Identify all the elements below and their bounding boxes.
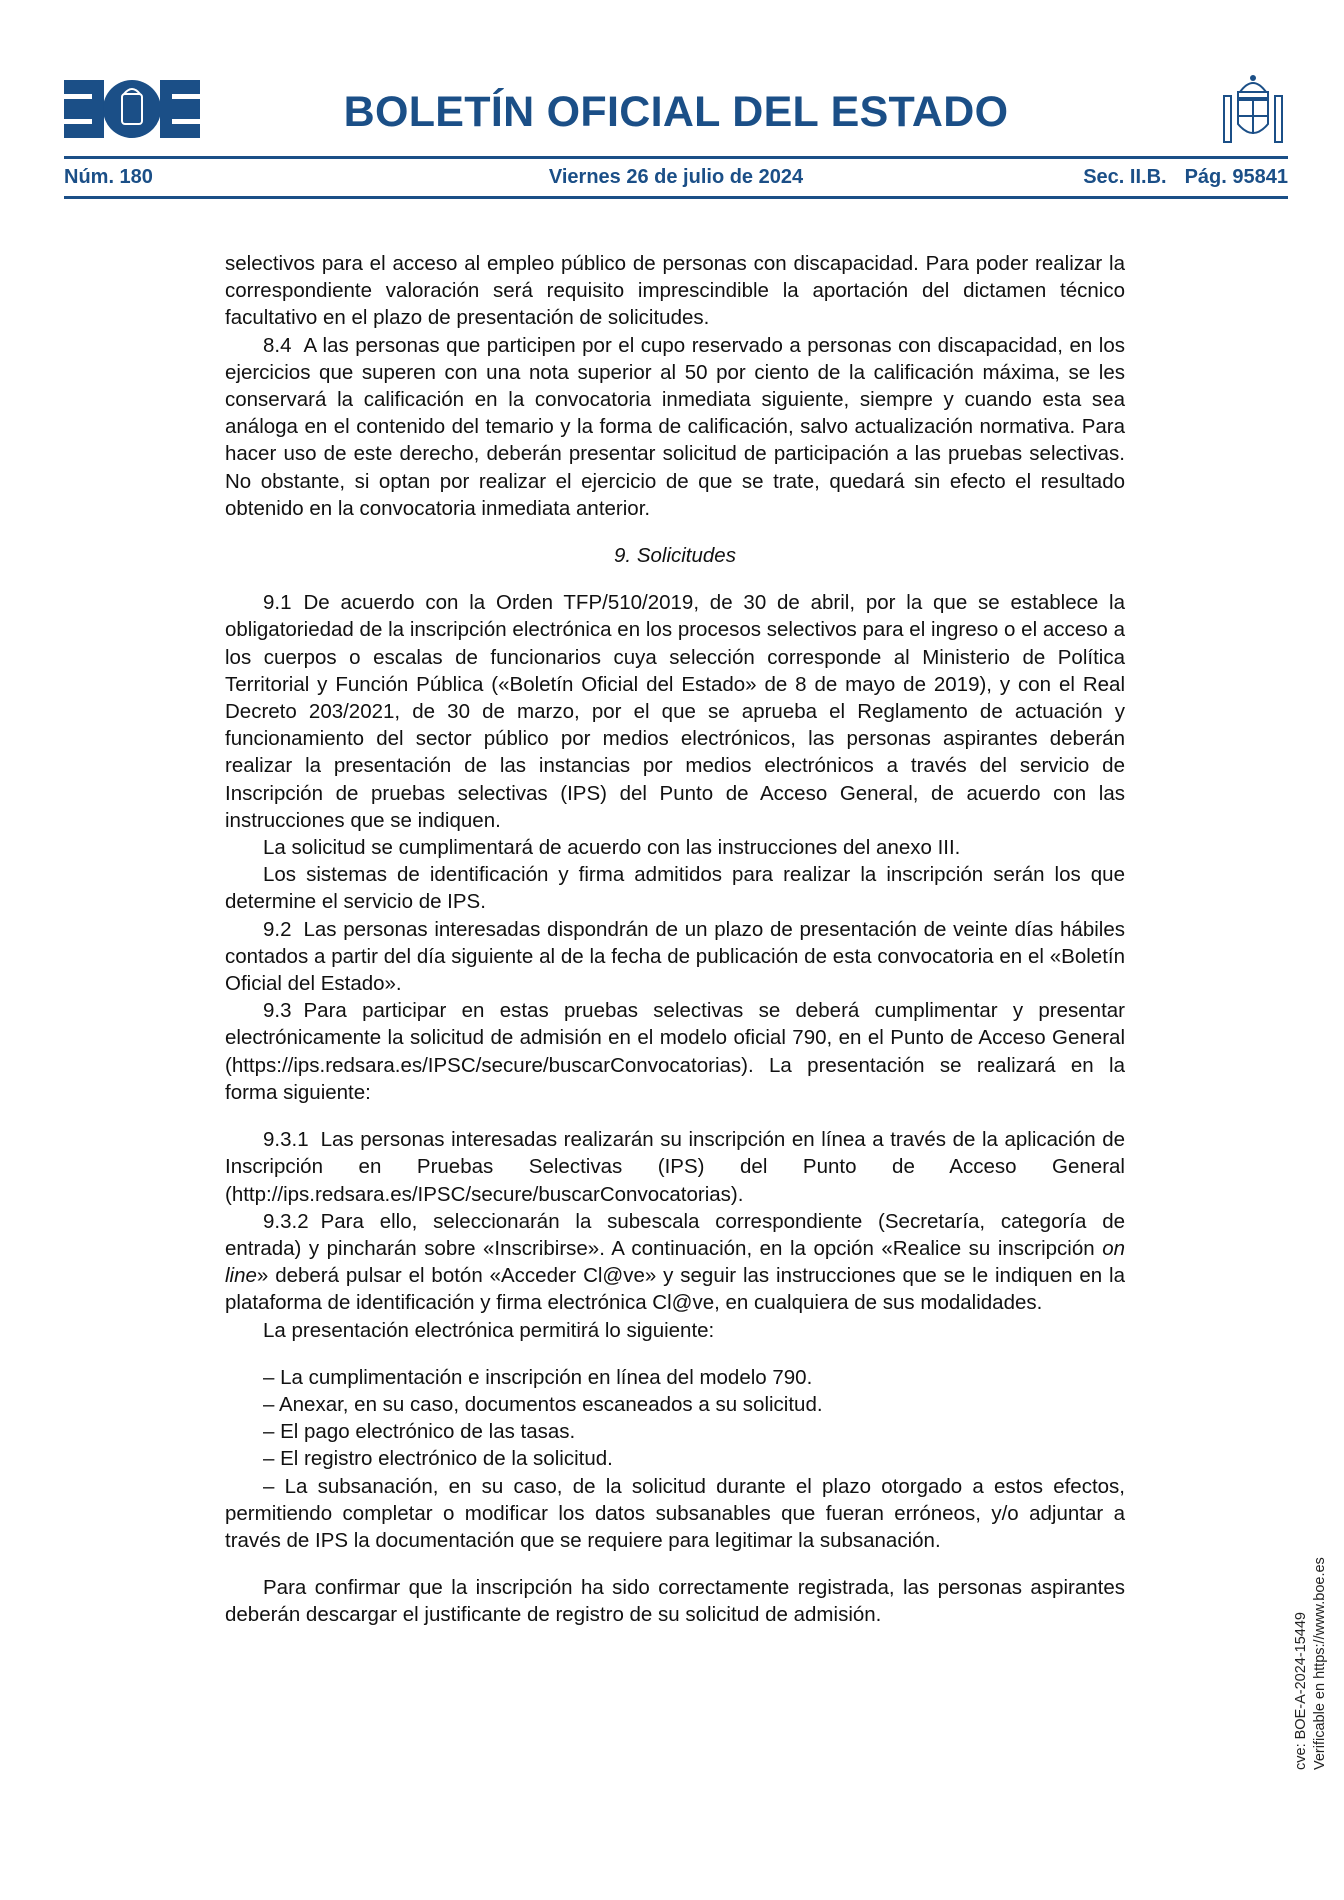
clause-label: 9.3.1 [263, 1128, 309, 1152]
page-header [64, 70, 1288, 190]
clause-text: Las personas interesadas realizarán su inscripción en línea a través de la aplicación de Inscripción en Pruebas Selectivas (IPS) del Punto de Acceso General (http://ips.redsara.es/IPSC/secure/buscarConvocatorias). [225, 1128, 1125, 1206]
header-rule-bottom [64, 196, 1288, 199]
list-item: – La cumplimentación e inscripción en línea del modelo 790. [263, 1365, 813, 1389]
clause-label: 9.2 [263, 917, 292, 941]
paragraph: Para confirmar que la inscripción ha sido correctamente registrada, las personas aspirantes deberán descargar el justificante de registro de su solicitud de admisión. [225, 1576, 1125, 1627]
clause-text: Las personas interesadas dispondrán de un plazo de presentación de veinte días hábiles contados a partir del día siguiente al de la fecha de publicación de esta convocatoria en el «Boletín Oficial del Estado». [225, 917, 1125, 996]
section-label: Sec. II.B. [1083, 166, 1167, 188]
clause-text: A las personas que participen por el cupo reservado a personas con discapacidad, en los ejercicios que superen con una nota superior al 50 por ciento de la calificación máxima, se les conservará la calificación en la convocatoria inmediata siguiente, siempre y cuando esta sea análoga en el contenido del temario y la forma de calificación, salvo actualización normativa. Para hacer uso de este derecho, deberán presentar solicitud de participación a las pruebas selectivas. No obstante, si optan por realizar el ejercicio de que se trate, quedará sin efecto el resultado obtenido en la convocatoria inmediata anterior. [225, 333, 1125, 520]
list-item: – El pago electrónico de las tasas. [263, 1420, 576, 1444]
clause-label: 9.3 [263, 999, 292, 1023]
spacer [225, 1554, 1125, 1574]
italic-term: on line [225, 1236, 1125, 1288]
spacer [225, 1344, 1125, 1364]
clause-label: 9.3.2 [263, 1209, 309, 1233]
verification-sidebar [1292, 1557, 1330, 1770]
paragraph-9-1 [225, 589, 1125, 834]
list-item: – La subsanación, en su caso, de la solicitud durante el plazo otorgado a estos efectos, permitiendo completar o modificar los datos subsanables que fueran erróneos, y/o adjuntar a través de IPS la documentación que se requiere para legitimar la subsanación. [225, 1474, 1125, 1552]
cve-code: cve: BOE-A-2024-15449 [1293, 1612, 1309, 1770]
clause-text: De acuerdo con la Orden TFP/510/2019, de 30 de abril, por la que se establece la obligatoriedad de la inscripción electrónica en los procesos selectivos para el ingreso o el acceso a los cuerpos o escalas de funcionarios cuya selección corresponde al Ministerio de Política Territorial y Función Pública («Boletín Oficial del Estado» de 8 de mayo de 2019), y con el Real Decreto 203/2021, de 30 de marzo, por el que se aprueba el Reglamento de actuación y funcionamiento del sector público por medios electrónicos, las personas aspirantes deberán realizar la presentación de las instancias por medios electrónicos a través del servicio de Inscripción de pruebas selectivas (IPS) del Punto de Acceso General, de acuerdo con las instrucciones que se indiquen. [225, 591, 1125, 832]
section-title: 9. Solicitudes [614, 544, 736, 568]
issue-number: Núm. 180 [64, 166, 153, 188]
paragraph-9-3-1 [225, 1126, 1125, 1208]
list-item: – El registro electrónico de la solicitud. [263, 1447, 613, 1471]
clause-label: 9.1 [263, 591, 292, 615]
issue-date: Viernes 26 de julio de 2024 [548, 166, 804, 188]
clause-text: Para participar en estas pruebas selectivas se deberá cumplimentar y presentar electrónicamente la solicitud de admisión en el modelo oficial 790, en el Punto de Acceso General (https://ips.redsara.es/IPSC/secure/buscarConvocatorias). La presentación se realizará en la forma siguiente: [225, 999, 1125, 1104]
coat-of-arms-icon [1218, 70, 1288, 148]
paragraph-9-2 [225, 916, 1125, 998]
bulletin-title: BOLETÍN OFICIAL DEL ESTADO [343, 88, 1009, 136]
section-page [1083, 166, 1288, 189]
paragraph-9-3 [225, 997, 1125, 1106]
clause-label: 8.4 [263, 333, 292, 357]
paragraph-9-3-2 [225, 1208, 1125, 1317]
paragraph: La solicitud se cumplimentará de acuerdo con las instrucciones del anexo III. [263, 836, 961, 860]
paragraph: selectivos para el acceso al empleo público de personas con discapacidad. Para poder realizar la correspondiente valoración será requisito imprescindible la aportación del dictamen técnico facultativo en el plazo de presentación de solicitudes. [225, 252, 1125, 330]
clause-text: » deberá pulsar el botón «Acceder Cl@ve» y seguir las instrucciones que se le indiquen en la plataforma de identificación y firma electrónica Cl@ve, en cualquiera de sus modalidades. [225, 1264, 1125, 1315]
clause-text: Para ello, seleccionarán la subescala correspondiente (Secretaría, categoría de entrada) y pincharán sobre «Inscribirse». A continuación, en la opción «Realice su inscripción [225, 1209, 1125, 1260]
page-number: Pág. 95841 [1184, 166, 1288, 188]
spacer [225, 1106, 1125, 1126]
paragraph-8-4 [225, 332, 1125, 522]
document-body [225, 250, 1125, 1629]
verification-link[interactable]: Verificable en https://www.boe.es [1312, 1557, 1328, 1770]
paragraph: Los sistemas de identificación y firma admitidos para realizar la inscripción serán los que determine el servicio de IPS. [225, 863, 1125, 914]
list-item: – Anexar, en su caso, documentos escaneados a su solicitud. [263, 1392, 823, 1416]
header-meta [64, 166, 1288, 192]
header-rule-top [64, 156, 1288, 159]
paragraph: La presentación electrónica permitirá lo siguiente: [263, 1318, 715, 1342]
